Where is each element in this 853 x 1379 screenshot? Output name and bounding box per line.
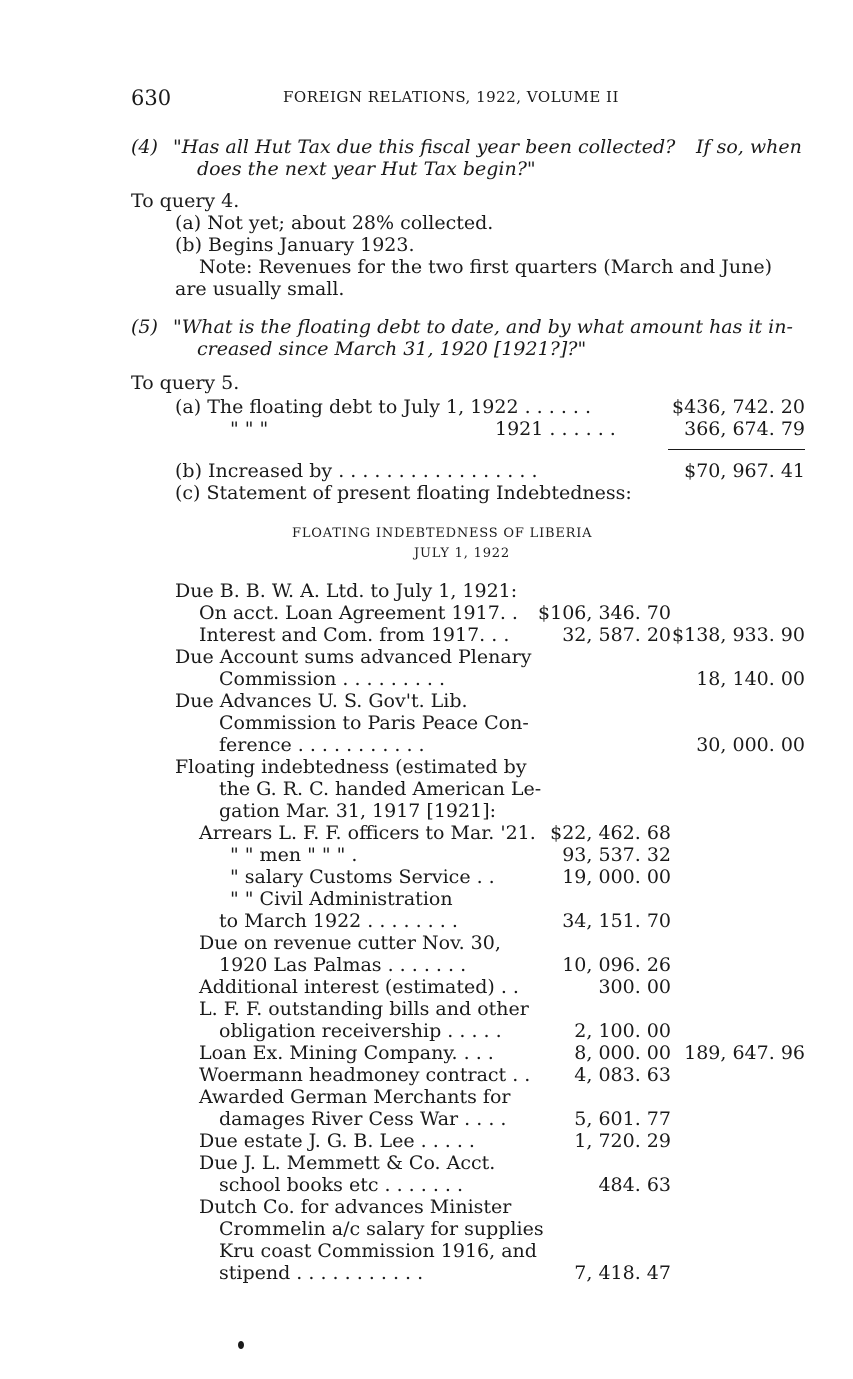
table-row-amount: 93, 537. 32 <box>562 844 671 866</box>
table-row-amount: 10, 096. 26 <box>562 954 671 976</box>
table-row-amount: 4, 083. 63 <box>574 1064 671 1086</box>
table-row-label: Due Advances U. S. Gov't. Lib. <box>175 690 468 712</box>
table-row-label: Commission to Paris Peace Con- <box>219 712 529 734</box>
table-row-label: Dutch Co. for advances Minister <box>199 1196 512 1218</box>
page-number: 630 <box>131 86 172 110</box>
answer-4-a: (a) Not yet; about 28% collected. <box>175 212 494 234</box>
answer-5-a2-label: 1921 . . . . . . <box>495 418 616 440</box>
answer-5-b-label: (b) Increased by . . . . . . . . . . . . . . . . . <box>175 460 538 482</box>
table-row-total: 18, 140. 00 <box>696 668 805 690</box>
table-title: FLOATING INDEBTEDNESS OF LIBERIA <box>292 526 593 541</box>
table-row-label: Due B. B. W. A. Ltd. to July 1, 1921: <box>175 580 518 602</box>
table-row-total: $138, 933. 90 <box>672 624 805 646</box>
query-5-number: (5) <box>131 316 158 338</box>
table-row-total: 189, 647. 96 <box>684 1042 805 1064</box>
running-title: FOREIGN RELATIONS, 1922, VOLUME II <box>283 88 619 106</box>
table-row-label: Interest and Com. from 1917. . . <box>199 624 510 646</box>
answer-5-ditto: " " " <box>230 418 269 440</box>
table-row-label: ference . . . . . . . . . . . <box>219 734 425 756</box>
table-row-label: Due J. L. Memmett & Co. Acct. <box>199 1152 496 1174</box>
table-row-label: Additional interest (estimated) . . <box>199 976 519 998</box>
table-row-label: On acct. Loan Agreement 1917. . <box>199 602 518 624</box>
table-row-label: Crommelin a/c salary for supplies <box>219 1218 544 1240</box>
table-row-amount: 484. 63 <box>598 1174 671 1196</box>
table-row-label: Loan Ex. Mining Company. . . . <box>199 1042 494 1064</box>
table-row-label: the G. R. C. handed American Le- <box>219 778 542 800</box>
table-row-amount: 2, 100. 00 <box>574 1020 671 1042</box>
table-row-amount: 32, 587. 20 <box>562 624 671 646</box>
table-row-label: Awarded German Merchants for <box>199 1086 511 1108</box>
table-subtitle: JULY 1, 1922 <box>414 546 510 561</box>
table-row-label: gation Mar. 31, 1917 [1921]: <box>219 800 497 822</box>
answer-5-c-label: (c) Statement of present floating Indebtedness: <box>175 482 632 504</box>
table-row-label: " " Civil Administration <box>230 888 453 910</box>
table-row-label: Arrears L. F. F. officers to Mar. '21. <box>199 822 536 844</box>
ink-mark <box>238 1341 244 1349</box>
query-4-line1-end: If so, when <box>696 136 802 158</box>
table-row-amount: 300. 00 <box>598 976 671 998</box>
table-row-amount: $22, 462. 68 <box>550 822 671 844</box>
table-row-label: " salary Customs Service . . <box>230 866 495 888</box>
table-row-label: Kru coast Commission 1916, and <box>219 1240 537 1262</box>
query-5-line1: "What is the floating debt to date, and by what amount has it in- <box>173 316 793 338</box>
table-row-label: damages River Cess War . . . . <box>219 1108 507 1130</box>
answer-4-heading: To query 4. <box>131 190 240 212</box>
table-row-label: Woermann headmoney contract . . <box>199 1064 531 1086</box>
sum-rule <box>668 449 805 450</box>
table-row-amount: 34, 151. 70 <box>562 910 671 932</box>
table-row-label: to March 1922 . . . . . . . . <box>219 910 458 932</box>
query-5-line2: creased since March 31, 1920 [1921?]?" <box>197 338 587 360</box>
table-row-amount: 8, 000. 00 <box>574 1042 671 1064</box>
table-row-label: 1920 Las Palmas . . . . . . . <box>219 954 467 976</box>
table-row-label: Due Account sums advanced Plenary <box>175 646 532 668</box>
query-4-number: (4) <box>131 136 158 158</box>
table-row-total: 30, 000. 00 <box>696 734 805 756</box>
table-row-label: Floating indebtedness (estimated by <box>175 756 527 778</box>
table-row-label: school books etc . . . . . . . <box>219 1174 464 1196</box>
table-row-amount: 7, 418. 47 <box>574 1262 671 1284</box>
answer-5-heading: To query 5. <box>131 372 240 394</box>
table-row-amount: $106, 346. 70 <box>538 602 671 624</box>
table-row-label: obligation receivership . . . . . <box>219 1020 502 1042</box>
table-row-label: L. F. F. outstanding bills and other <box>199 998 529 1020</box>
answer-4-note-line1: Note: Revenues for the two first quarters (March and June) <box>199 256 772 278</box>
answer-5-a-value: $436, 742. 20 <box>672 396 805 418</box>
table-row-amount: 1, 720. 29 <box>574 1130 671 1152</box>
table-row-label: " " men " " " . <box>230 844 358 866</box>
answer-4-note-line2: are usually small. <box>175 278 345 300</box>
answer-5-a-label: (a) The floating debt to July 1, 1922 . . . . . . <box>175 396 592 418</box>
table-row-amount: 19, 000. 00 <box>562 866 671 888</box>
query-4-line2: does the next year Hut Tax begin?" <box>197 158 536 180</box>
table-row-label: Due on revenue cutter Nov. 30, <box>199 932 501 954</box>
table-row-amount: 5, 601. 77 <box>574 1108 671 1130</box>
answer-4-b: (b) Begins January 1923. <box>175 234 415 256</box>
table-row-label: stipend . . . . . . . . . . . <box>219 1262 424 1284</box>
answer-5-a2-value: 366, 674. 79 <box>684 418 805 440</box>
table-row-label: Commission . . . . . . . . . <box>219 668 446 690</box>
query-4-line1: "Has all Hut Tax due this fiscal year been collected? <box>173 136 676 158</box>
answer-5-b-value: $70, 967. 41 <box>684 460 805 482</box>
table-row-label: Due estate J. G. B. Lee . . . . . <box>199 1130 475 1152</box>
